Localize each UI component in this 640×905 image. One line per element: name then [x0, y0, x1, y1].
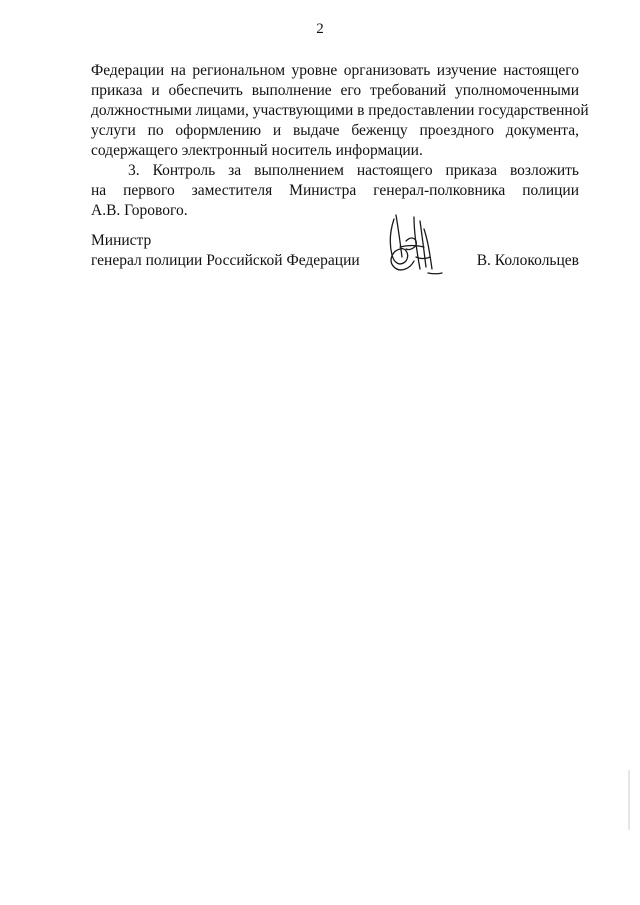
paragraph-2-line: на первого заместителя Министра генерал-полковника полиции: [91, 182, 579, 199]
scan-edge-mark: [628, 770, 630, 830]
paragraph-2-line: 3. Контроль за выполнением настоящего приказа возложить: [128, 162, 579, 179]
handwritten-signature: [380, 211, 448, 283]
paragraph-1-line: приказа и обеспечить выполнение его требований уполномоченными: [91, 82, 579, 99]
paragraph-1-line: должностными лицами, участвующими в предоставлении государственной: [91, 102, 589, 119]
paragraph-1: [91, 61, 589, 161]
paragraph-1-line: услуги по оформлению и выдаче беженцу проездного документа,: [91, 122, 579, 139]
signatory-title: Министр: [91, 232, 152, 249]
paragraph-2-line: А.В. Горового.: [91, 202, 188, 219]
document-body: [91, 61, 589, 221]
page-number: 2: [316, 21, 324, 37]
paragraph-1-line: Федерации на региональном уровне организовать изучение настоящего: [91, 62, 579, 79]
paragraph-1-line: содержащего электронный носитель информации.: [91, 142, 423, 159]
signatory-name: В. Колокольцев: [476, 252, 579, 269]
signatory-rank: генерал полиции Российской Федерации: [91, 252, 360, 269]
paragraph-2: [91, 161, 579, 221]
signature-block: [91, 231, 579, 291]
